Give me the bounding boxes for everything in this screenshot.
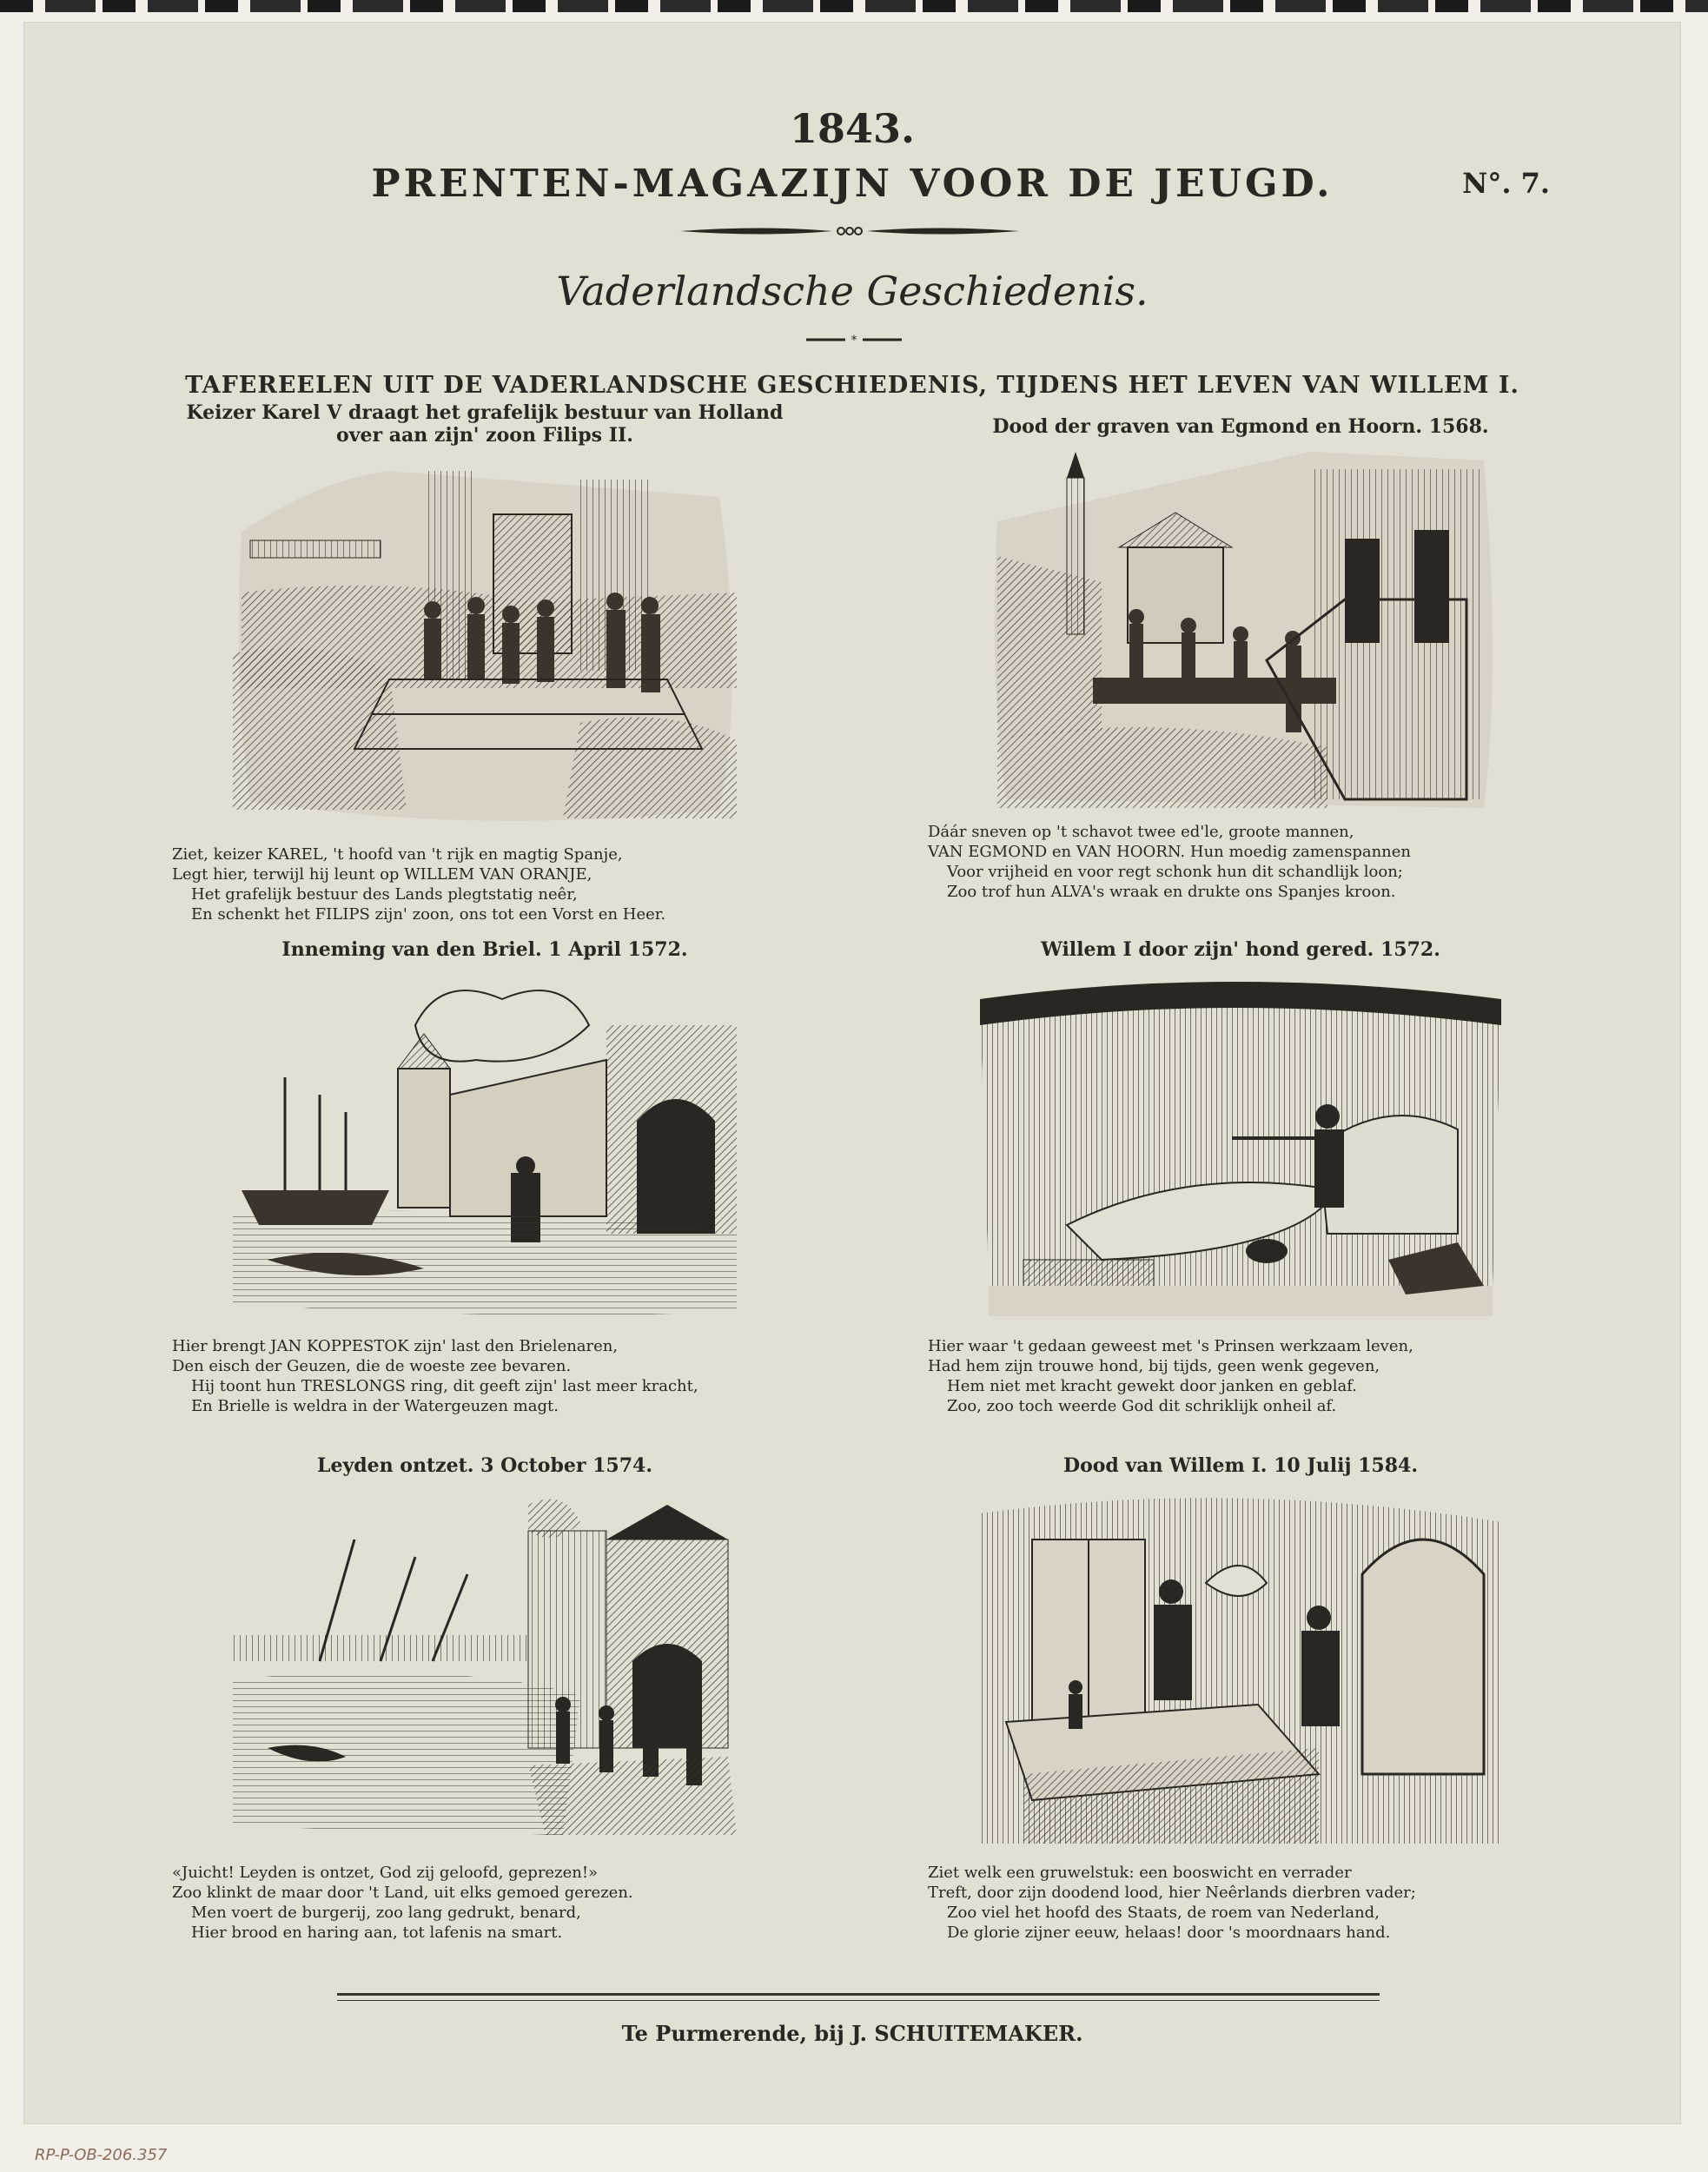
panel-karel-v xyxy=(155,401,815,924)
panel-dood-willem xyxy=(910,1454,1571,1943)
panel-title: Willem I door zijn' hond gered. 1572. xyxy=(1041,938,1440,961)
panel-verse: Hier brengt JAN KOPPESTOK zijn' last den Brielenaren, Den eisch der Geuzen, die de woeste zee bevaren. Hij toont hun TRESLONGS ring, dit geeft zijn' last meer kracht, En Brielle is weldra in der Watergeuzen magt. xyxy=(172,1337,698,1415)
engraving-capture-of-brielle xyxy=(215,973,754,1321)
panel-title: Dood van Willem I. 10 Julij 1584. xyxy=(1063,1454,1418,1477)
ornamental-rule xyxy=(676,222,1023,240)
panel-verse: Hier waar 't gedaan geweest met 's Prinsen werkzaam leven, Had hem zijn trouwe hond, bij tijds, geen wenk gegeven, Hem niet met kracht gewekt door janken en geblaf. Zoo, zoo toch weerde God dit schriklijk onheil af. xyxy=(928,1337,1413,1415)
panel-willem-hond xyxy=(910,938,1571,1416)
engraving-assassination-scene xyxy=(971,1487,1510,1852)
torn-top-edge xyxy=(0,0,1708,12)
svg-text:*: * xyxy=(851,334,857,346)
panel-egmond-hoorn xyxy=(910,401,1571,902)
panel-verse: «Juicht! Leyden is ontzet, God zij geloofd, geprezen!» Zoo klinkt de maar door 't Land, uit elks gemoed gerezen. Men voert de burgerij, zoo lang gedrukt, benard, Hier brood en haring aan, tot lafenis na smart. xyxy=(172,1864,633,1942)
panel-verse: Ziet welk een gruwelstuk: een booswicht en verrader Treft, door zijn doodend lood, hier Neêrlands dierbren vader; Zoo viel het hoofd des Staats, de roem van Nederland, De glorie zijner eeuw, helaas! door 's moordnaars hand. xyxy=(928,1864,1416,1942)
panel-leyden-ontzet xyxy=(155,1454,815,1943)
publisher-imprint: Te Purmerende, bij J. SCHUITEMAKER. xyxy=(621,2021,1083,2046)
footer-rule xyxy=(337,1993,1380,2001)
panel-den-briel xyxy=(155,938,815,1416)
engraving-execution-scene xyxy=(980,452,1501,817)
inventory-mark: RP-P-OB-206.357 xyxy=(35,2146,168,2164)
magazine-title: PRENTEN-MAGAZIJN VOOR DE JEUGD. xyxy=(371,162,1334,206)
small-ornament-rule xyxy=(806,334,902,346)
engraving-relief-of-leiden xyxy=(215,1487,754,1852)
panel-verse: Ziet, keizer KAREL, 't hoofd van 't rijk en magtig Spanje, Legt hier, terwijl hij leunt op WILLEM VAN ORANJE, Het grafelijk bestuur des Lands plegtstatig neêr, En schenkt het FILIPS zijn' zoon, ons tot een Vorst en Heer. xyxy=(172,845,666,924)
engraving-abdication-scene xyxy=(215,462,754,836)
engraving-tent-scene xyxy=(971,973,1510,1321)
broadsheet xyxy=(24,23,1680,2123)
year-heading: 1843. xyxy=(789,105,916,152)
issue-number: N°. 7. xyxy=(1462,167,1550,200)
panel-title: Dood der graven van Egmond en Hoorn. 1568. xyxy=(992,415,1489,438)
panel-verse: Dáár sneven op 't schavot twee ed'le, groote mannen, VAN EGMOND en VAN HOORN. Hun moedig zamenspannen Voor vrijheid en voor regt schonk hun dit schandlijk loon; Zoo trof hun ALVA's wraak en drukte ons Spanjes kroon. xyxy=(928,823,1412,901)
panel-title: Keizer Karel V draagt het grafelijk bestuur van Holland over aan zijn' zoon Filips II. xyxy=(186,401,784,447)
panel-title: Leyden ontzet. 3 October 1574. xyxy=(317,1454,652,1477)
script-heading: Vaderlandsche Geschiedenis. xyxy=(556,268,1149,315)
panel-title: Inneming van den Briel. 1 April 1572. xyxy=(281,938,688,961)
subtitle: TAFEREELEN UIT DE VADERLANDSCHE GESCHIEDENIS, TIJDENS HET LEVEN VAN WILLEM I. xyxy=(185,372,1519,399)
